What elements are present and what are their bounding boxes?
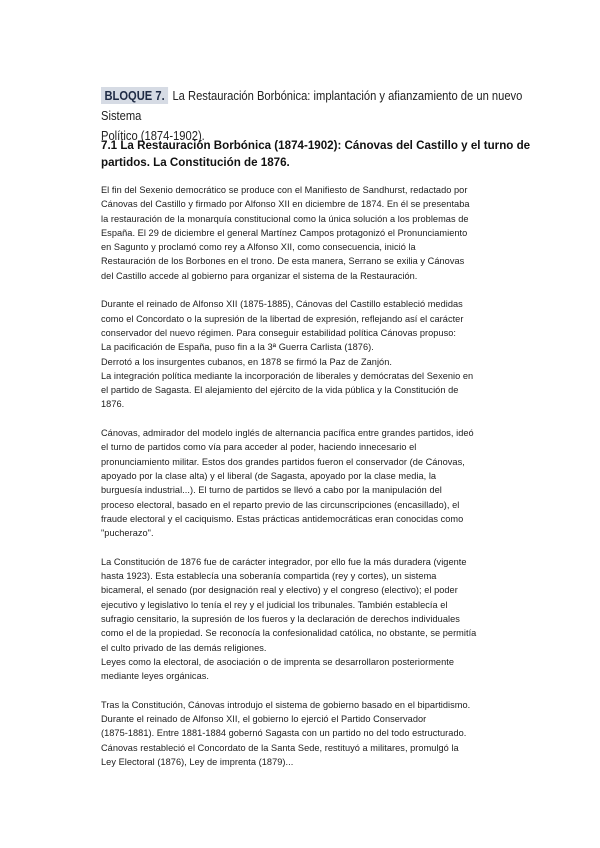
text-line: Cánovas, admirador del modelo inglés de alternancia pacífica entre grandes partidos, ideó [101, 428, 474, 439]
text-line: 1876. [101, 399, 125, 410]
text-line: bicameral, el senado (por designación real y electivo) y el congreso (electivo); el poder [101, 585, 458, 596]
body-text [101, 183, 531, 783]
text-line: burguesía industrial...). El turno de partidos se llevó a cabo por la manipulación del [101, 485, 442, 496]
block-badge: BLOQUE 7. [101, 87, 168, 104]
text-line: en Sagunto y proclamó como rey a Alfonso XII, como consecuencia, inició la [101, 242, 416, 253]
paragraph [101, 426, 531, 540]
text-line: como el de la propiedad. Se reconocía la confesionalidad católica, no obstante, se permitía [101, 628, 477, 639]
text-line: La pacificación de España, puso fin a la 3ª Guerra Carlista (1876). [101, 342, 374, 353]
paragraph [101, 297, 531, 411]
text-line: el partido de Sagasta. El alejamiento del ejército de la vida pública y la Constitución de [101, 385, 459, 396]
block-title: La Restauración Borbónica: implantación y afianzamiento de un nuevo Sistema [101, 88, 523, 123]
text-line: Derrotó a los insurgentes cubanos, en 1878 se firmó la Paz de Zanjón. [101, 356, 392, 367]
text-line: La integración política mediante la incorporación de liberales y demócratas del Sexenio en [101, 370, 474, 381]
text-line: Durante el reinado de Alfonso XII (1875-1885), Cánovas del Castillo estableció medidas [101, 299, 463, 310]
text-line: (1875-1881). Entre 1881-1884 gobernó Sagasta con un partido no del todo estructurado. [101, 728, 467, 739]
text-line: conservador del nuevo régimen. Para conseguir estabilidad política Cánovas propuso: [101, 327, 457, 338]
text-line: Cánovas restableció el Concordato de la Santa Sede, restituyó a militares, promulgó la [101, 742, 459, 753]
section-title [101, 137, 531, 171]
text-line: Leyes como la electoral, de asociación o de imprenta se desarrollaron posteriormente [101, 656, 455, 667]
text-line: España. El 29 de diciembre el general Martínez Campos protagonizó el Pronunciamiento [101, 227, 468, 238]
text-line: sufragio censitario, la supresión de los fueros y la declaración de derechos individuales [101, 613, 460, 624]
text-line: del Castillo accede al gobierno para organizar el sistema de la Restauración. [101, 270, 418, 281]
text-line: la restauración de la monarquía constitucional como la única solución a los problemas de [101, 213, 469, 224]
text-line: Tras la Constitución, Cánovas introdujo el sistema de gobierno basado en el bipartidismo. [101, 699, 471, 710]
text-line: La Constitución de 1876 fue de carácter integrador, por ello fue la más duradera (vigente [101, 556, 467, 567]
block-title-continuation: Político (1874-1902). [101, 128, 205, 143]
text-line: Restauración de los Borbones en el trono. De esta manera, Serrano se exilia y Cánovas [101, 256, 465, 267]
text-line: Ley Electoral (1876), Ley de imprenta (1879)... [101, 756, 294, 767]
text-line: Durante el reinado de Alfonso XII, el gobierno lo ejerció el Partido Conservador [101, 713, 427, 724]
text-line: ejecutivo y legislativo lo tenía el rey y el judicial los tribunales. También establecía el [101, 599, 448, 610]
section-title-line: partidos. La Constitución de 1876. [101, 156, 290, 169]
text-line: hasta 1923). Esta establecía una soberanía compartida (rey y cortes), un sistema [101, 571, 437, 582]
text-line: el culto privado de las demás religiones. [101, 642, 267, 653]
section-title-line: 7.1 La Restauración Borbónica (1874-1902): Cánovas del Castillo y el turno de [101, 139, 531, 152]
text-line: el turno de partidos como vía para acceder al poder, haciendo innecesario el [101, 442, 417, 453]
paragraph [101, 183, 531, 283]
paragraph [101, 698, 531, 769]
text-line: pronunciamiento militar. Estos dos grandes partidos fueron el conservador (de Cánovas, [101, 456, 465, 467]
paragraph [101, 555, 531, 684]
text-line: mediante leyes orgánicas. [101, 671, 209, 682]
text-line: "pucherazo". [101, 528, 154, 539]
text-line: proceso electoral, basado en el reparto previo de las circunscripciones (encasillado), el [101, 499, 460, 510]
text-line: como el Concordato o la supresión de la libertad de expresión, reflejando así el carácter [101, 313, 464, 324]
text-line: El fin del Sexenio democrático se produce con el Manifiesto de Sandhurst, redactado por [101, 185, 468, 195]
text-line: apoyado por la clase alta) y el liberal (de Sagasta, apoyado por la clase media, la [101, 470, 437, 481]
text-line: fraude electoral y el caciquismo. Estas prácticas antidemocráticas eran conocidas como [101, 513, 464, 524]
text-line: Cánovas del Castillo y firmado por Alfonso XII en diciembre de 1874. En él se presentaba [101, 199, 470, 210]
